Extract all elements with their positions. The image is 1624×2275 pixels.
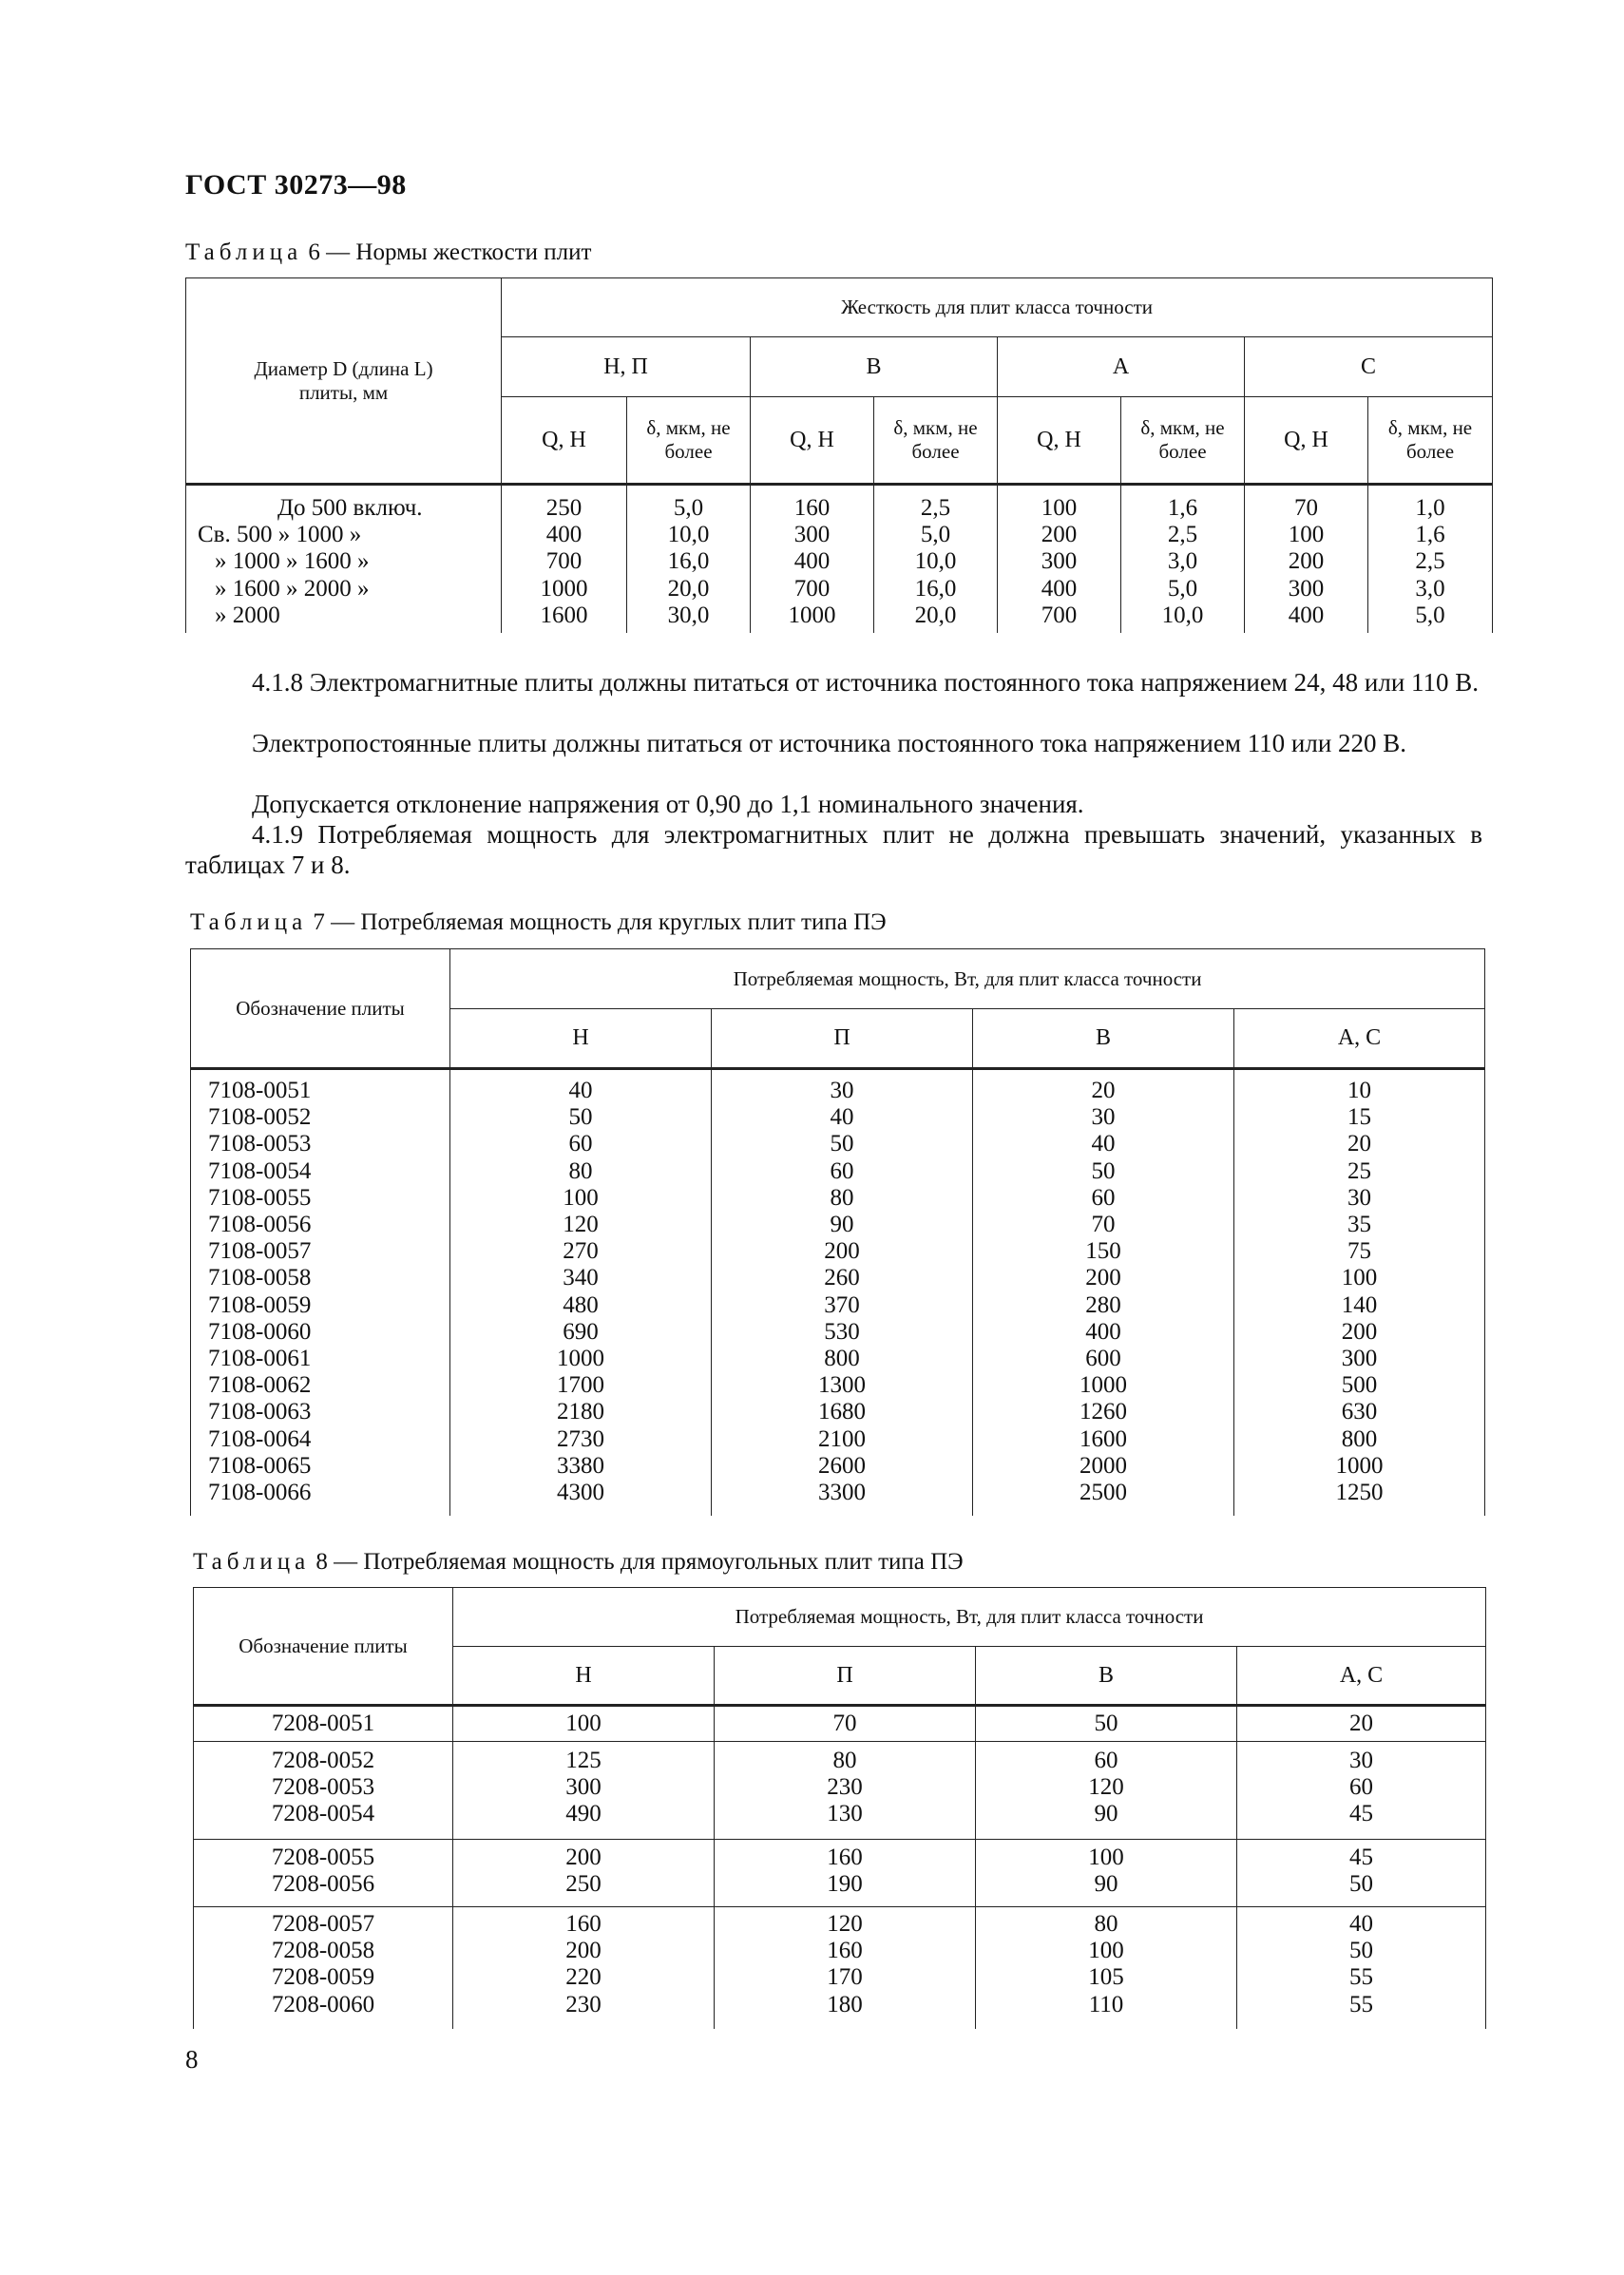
- t6-cell: 400: [1041, 575, 1078, 602]
- t8-col-designation: 7208-0055 7208-0056: [194, 1840, 453, 1907]
- t6-sub-q: Q, Н: [502, 397, 627, 485]
- t7-cell: 50: [830, 1131, 854, 1157]
- t7-cell: 300: [1341, 1346, 1378, 1372]
- t8-group: [194, 1706, 1486, 1742]
- t6-cell: 160: [793, 495, 831, 521]
- t8-col-n: 200 250: [453, 1840, 715, 1907]
- t7-cell: 40: [568, 1078, 593, 1103]
- t7-cell: 1600: [1079, 1425, 1127, 1452]
- t6-cell: 200: [1041, 522, 1078, 548]
- t7-cell: 480: [563, 1291, 599, 1318]
- t7-cell: 30: [830, 1078, 854, 1103]
- t7-cell: 50: [568, 1104, 593, 1131]
- t7-cell: 2180: [557, 1399, 604, 1425]
- t7-cell: 2730: [557, 1425, 604, 1452]
- round-plates-power-table: [190, 948, 1485, 1516]
- t7-cell: 7108-0064: [208, 1425, 312, 1452]
- t6-cell: 200: [1288, 548, 1325, 575]
- t6-cell: 400: [1288, 602, 1325, 628]
- t6-cell: 5,0: [1415, 602, 1445, 628]
- t7-cell: 60: [830, 1157, 854, 1184]
- t6-cell: 1000: [540, 575, 588, 602]
- t6-row-label: » 2000: [215, 602, 280, 628]
- t7-cell: 7108-0065: [208, 1452, 312, 1479]
- document-title: ГОСТ 30273—98: [185, 169, 407, 201]
- stiffness-table: [185, 277, 1493, 633]
- t6-cell: 70: [1294, 495, 1318, 521]
- t6-cell: 10,0: [914, 548, 957, 575]
- t6-class-np: Н, П: [502, 337, 751, 397]
- t6-cell: 400: [793, 548, 831, 575]
- t7-cell: 2500: [1079, 1480, 1127, 1506]
- t7-cell: 1000: [557, 1346, 604, 1372]
- t8-col-n: 160 200 220 230: [453, 1907, 715, 2029]
- t7-cell: 7108-0058: [208, 1265, 312, 1291]
- t7-cell: 15: [1347, 1104, 1371, 1131]
- t6-cell: 1,0: [1415, 495, 1445, 521]
- t7-cell: 7108-0061: [208, 1346, 312, 1372]
- t7-cell: 3300: [818, 1480, 866, 1506]
- t7-cell: 630: [1341, 1399, 1378, 1425]
- t8-row-header: Обозначение плиты: [194, 1588, 453, 1706]
- t7-class-p: П: [712, 1009, 973, 1069]
- t7-class-v: В: [973, 1009, 1234, 1069]
- t8-col-designation: 7208-0052 7208-0053 7208-0054: [194, 1742, 453, 1840]
- table6-caption-word: Таблица: [185, 239, 303, 265]
- t8-group: [194, 1840, 1486, 1907]
- t7-cell: 400: [1085, 1318, 1121, 1345]
- t7-cell: 690: [563, 1318, 599, 1345]
- t8-col-p: 80 230 130: [715, 1742, 976, 1840]
- t6-cell: 20,0: [914, 602, 957, 628]
- t8-col-designation: 7208-0057 7208-0058 7208-0059 7208-0060: [194, 1907, 453, 2029]
- t7-cell: 1000: [1079, 1372, 1127, 1399]
- t8-col-p: 120 160 170 180: [715, 1907, 976, 2029]
- t8-cell: 20: [1237, 1706, 1486, 1742]
- table8-caption-word: Таблица: [193, 1549, 311, 1575]
- t6-sub-q: Q, Н: [998, 397, 1121, 485]
- t7-cell: 90: [830, 1212, 854, 1238]
- t7-cell: 7108-0052: [208, 1104, 312, 1131]
- t6-group-header: Жесткость для плит класса точности: [502, 278, 1493, 337]
- table7-caption-word: Таблица: [190, 909, 308, 935]
- t6-row-header: Диаметр D (длина L) плиты, мм: [186, 278, 502, 485]
- t6-sub-q: Q, Н: [1245, 397, 1368, 485]
- t6-class-v: В: [751, 337, 998, 397]
- t8-col-ac: 40 50 55 55: [1237, 1907, 1486, 2029]
- t6-class-a: А: [998, 337, 1245, 397]
- t6-cell: 400: [545, 522, 583, 548]
- t7-cell: 600: [1085, 1346, 1121, 1372]
- table6-caption-text: 6 — Нормы жесткости плит: [302, 239, 592, 265]
- t6-cell: 16,0: [914, 575, 957, 602]
- t7-cell: 4300: [557, 1480, 604, 1506]
- t6-labels: [186, 485, 502, 633]
- t7-cell: 7108-0053: [208, 1131, 312, 1157]
- t8-col-n: 125 300 490: [453, 1742, 715, 1840]
- t7-cell: 35: [1347, 1212, 1371, 1238]
- t7-cell: 80: [830, 1184, 854, 1211]
- t7-cell: 370: [824, 1291, 860, 1318]
- t8-col-v: 80 100 105 110: [976, 1907, 1237, 2029]
- t7-cell: 7108-0062: [208, 1372, 312, 1399]
- t7-cell: 200: [1085, 1265, 1121, 1291]
- t7-col-ac: [1234, 1069, 1485, 1516]
- t7-cell: 7108-0063: [208, 1399, 312, 1425]
- t6-cell: 20,0: [667, 575, 710, 602]
- t8-col-ac: 45 50: [1237, 1840, 1486, 1907]
- t7-group-header: Потребляемая мощность, Вт, для плит класса точности: [450, 949, 1485, 1009]
- t6-cell: 100: [1288, 522, 1325, 548]
- t7-cell: 20: [1091, 1078, 1116, 1103]
- t7-cell: 530: [824, 1318, 860, 1345]
- table7-caption: [190, 909, 887, 936]
- t6-cell: 16,0: [667, 548, 710, 575]
- t8-group: [194, 1907, 1486, 2029]
- t8-class-ac: А, С: [1237, 1647, 1486, 1706]
- t8-col-v: 60 120 90: [976, 1742, 1237, 1840]
- t7-cell: 2100: [818, 1425, 866, 1452]
- t7-cell: 2000: [1079, 1452, 1127, 1479]
- t7-cell: 7108-0056: [208, 1212, 312, 1238]
- t6-cell: 700: [545, 548, 583, 575]
- t7-cell: 7108-0057: [208, 1238, 312, 1265]
- t8-class-n: Н: [453, 1647, 715, 1706]
- t8-cell: 100: [453, 1706, 715, 1742]
- t7-cell: 10: [1347, 1078, 1371, 1103]
- t6-cell: 5,0: [673, 495, 704, 521]
- t6-col-np-q: [502, 485, 627, 633]
- t6-cell: 2,5: [920, 495, 951, 521]
- t7-cell: 1000: [1335, 1452, 1384, 1479]
- t6-col-a-q: [998, 485, 1121, 633]
- t8-cell: 7208-0051: [194, 1706, 453, 1742]
- t6-row-label: Св. 500 » 1000 »: [198, 522, 362, 548]
- t7-cell: 1250: [1335, 1480, 1384, 1506]
- t6-sub-delta: δ, мкм, не более: [1121, 397, 1245, 485]
- t7-cell: 1260: [1079, 1399, 1127, 1425]
- t7-cell: 200: [1341, 1318, 1378, 1345]
- t7-cell: 7108-0051: [208, 1078, 312, 1103]
- t6-row-label: » 1000 » 1600 »: [215, 548, 370, 575]
- t6-cell: 300: [1288, 575, 1325, 602]
- t7-cell: 7108-0055: [208, 1184, 312, 1211]
- t8-class-p: П: [715, 1647, 976, 1706]
- t7-cell: 150: [1085, 1238, 1121, 1265]
- t7-cell: 340: [563, 1265, 599, 1291]
- paragraph-voltage-tolerance: Допускается отклонение напряжения от 0,90 до 1,1 номинального значения.: [252, 790, 1084, 818]
- t6-cell: 30,0: [667, 602, 710, 628]
- t8-col-ac: 30 60 45: [1237, 1742, 1486, 1840]
- t7-cell: 40: [830, 1104, 854, 1131]
- t8-col-v: 100 90: [976, 1840, 1237, 1907]
- t6-sub-q: Q, Н: [751, 397, 874, 485]
- t7-class-ac: А, С: [1234, 1009, 1485, 1069]
- t7-cell: 1700: [557, 1372, 604, 1399]
- t7-cell: 80: [568, 1157, 593, 1184]
- t7-cell: 3380: [557, 1452, 604, 1479]
- t6-col-a-d: [1121, 485, 1245, 633]
- t6-sub-delta: δ, мкм, не более: [874, 397, 998, 485]
- t6-cell: 10,0: [667, 522, 710, 548]
- t7-cell: 30: [1091, 1104, 1116, 1131]
- t6-cell: 3,0: [1415, 575, 1445, 602]
- t7-cell: 7108-0060: [208, 1318, 312, 1345]
- t6-cell: 250: [545, 495, 583, 521]
- t6-row-label: До 500 включ.: [277, 495, 423, 521]
- t7-cell: 280: [1085, 1291, 1121, 1318]
- t6-col-np-d: [627, 485, 751, 633]
- t6-cell: 1000: [788, 602, 836, 628]
- t6-cell: 100: [1041, 495, 1078, 521]
- t7-cell: 7108-0066: [208, 1480, 312, 1506]
- t6-cell: 700: [793, 575, 831, 602]
- t6-class-c: С: [1245, 337, 1493, 397]
- t7-cell: 800: [1341, 1425, 1378, 1452]
- t7-class-n: Н: [450, 1009, 712, 1069]
- t7-cell: 1680: [818, 1399, 866, 1425]
- t6-cell: 300: [793, 522, 831, 548]
- t7-cell: 100: [1341, 1265, 1378, 1291]
- paragraph-4-1-8: 4.1.8 Электромагнитные плиты должны питаться от источника постоянного тока напряжением 24, 48 или 110 В.: [252, 668, 1480, 697]
- t7-cell: 260: [824, 1265, 860, 1291]
- t7-cell: 120: [563, 1212, 599, 1238]
- paragraph-4-1-9: 4.1.9 Потребляемая мощность для электромагнитных плит не должна превышать значений, указанных в таблицах 7 и 8.: [185, 820, 1482, 879]
- table6-caption: [185, 239, 591, 266]
- table8-caption-text: 8 — Потребляемая мощность для прямоугольных плит типа ПЭ: [310, 1549, 964, 1575]
- t6-col-v-d: [874, 485, 998, 633]
- t7-cell: 60: [1091, 1184, 1116, 1211]
- t6-cell: 1600: [540, 602, 588, 628]
- t7-cell: 50: [1091, 1157, 1116, 1184]
- t6-cell: 300: [1041, 548, 1078, 575]
- rectangular-plates-power-table: [193, 1587, 1486, 2029]
- t6-row-label: » 1600 » 2000 »: [215, 575, 370, 602]
- t7-row-header: Обозначение плиты: [191, 949, 450, 1069]
- t7-cell: 2600: [818, 1452, 866, 1479]
- t6-cell: 5,0: [1167, 575, 1198, 602]
- page-number: 8: [185, 2045, 199, 2074]
- t6-col-c-q: [1245, 485, 1368, 633]
- t7-cell: 7108-0059: [208, 1291, 312, 1318]
- t7-col-v: [973, 1069, 1234, 1516]
- table8-caption: [193, 1549, 964, 1576]
- t7-cell: 40: [1091, 1131, 1116, 1157]
- t6-cell: 2,5: [1415, 548, 1445, 575]
- t6-cell: 2,5: [1167, 522, 1198, 548]
- t7-cell: 7108-0054: [208, 1157, 312, 1184]
- t8-cell: 70: [715, 1706, 976, 1742]
- t7-cell: 25: [1347, 1157, 1371, 1184]
- t7-col-n: [450, 1069, 712, 1516]
- t6-sub-delta: δ, мкм, не более: [1368, 397, 1493, 485]
- t7-cell: 75: [1347, 1238, 1371, 1265]
- t6-cell: 1,6: [1415, 522, 1445, 548]
- t6-cell: 700: [1041, 602, 1078, 628]
- t7-cell: 800: [824, 1346, 860, 1372]
- t8-class-v: В: [976, 1647, 1237, 1706]
- t6-col-v-q: [751, 485, 874, 633]
- t7-cell: 500: [1341, 1372, 1378, 1399]
- t8-group-header: Потребляемая мощность, Вт, для плит класса точности: [453, 1588, 1486, 1647]
- t6-sub-delta: δ, мкм, не более: [627, 397, 751, 485]
- t7-cell: 270: [563, 1238, 599, 1265]
- table7-caption-text: 7 — Потребляемая мощность для круглых плит типа ПЭ: [307, 909, 887, 935]
- t6-cell: 5,0: [920, 522, 951, 548]
- t7-cell: 20: [1347, 1131, 1371, 1157]
- t6-col-c-d: [1368, 485, 1493, 633]
- t7-cell: 1300: [818, 1372, 866, 1399]
- t8-group: [194, 1742, 1486, 1840]
- t6-cell: 10,0: [1161, 602, 1204, 628]
- t6-cell: 3,0: [1167, 548, 1198, 575]
- t7-cell: 100: [563, 1184, 599, 1211]
- t6-cell: 1,6: [1167, 495, 1198, 521]
- t7-cell: 70: [1091, 1212, 1116, 1238]
- t8-cell: 50: [976, 1706, 1237, 1742]
- paragraph-dc-voltage: Электропостоянные плиты должны питаться от источника постоянного тока напряжением 110 или 220 В.: [252, 729, 1407, 757]
- t7-cell: 60: [568, 1131, 593, 1157]
- t7-col-p: [712, 1069, 973, 1516]
- t7-col-designation: [191, 1069, 450, 1516]
- t7-cell: 30: [1347, 1184, 1371, 1211]
- t7-cell: 140: [1341, 1291, 1378, 1318]
- t7-cell: 200: [824, 1238, 860, 1265]
- t8-col-p: 160 190: [715, 1840, 976, 1907]
